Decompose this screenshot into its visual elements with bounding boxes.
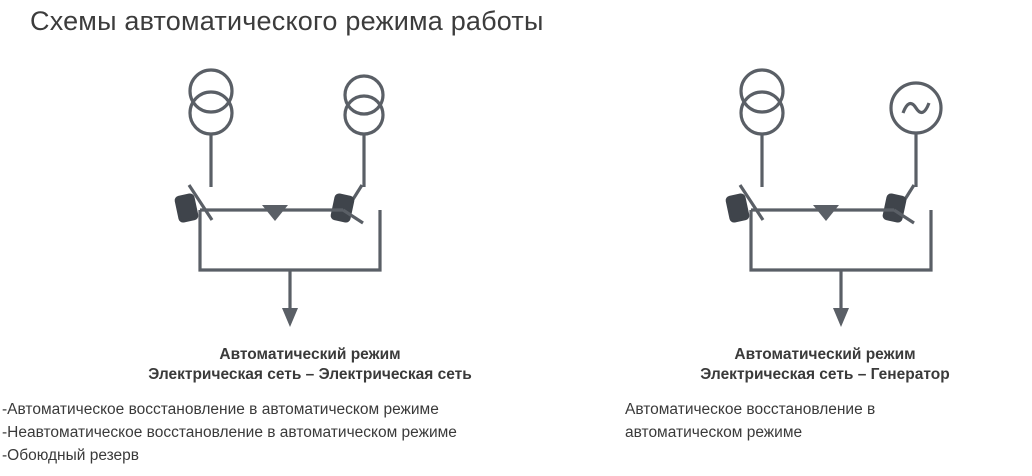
list-item: Автоматическое восстановление в автоматическом режиме <box>625 401 876 441</box>
schemes-svg <box>0 55 1032 345</box>
right-scheme-caption-line2: Электрическая сеть – Генератор <box>700 366 950 383</box>
left-scheme-busbar <box>200 210 380 270</box>
schemes-diagram <box>0 55 1032 345</box>
left-scheme-load-arrow <box>282 270 298 327</box>
left-scheme-caption <box>100 345 520 385</box>
left-scheme-transformer-right-icon <box>345 76 383 187</box>
right-scheme-busbar <box>751 210 931 270</box>
right-scheme-load-arrow <box>833 270 849 327</box>
left-scheme-caption-line2: Электрическая сеть – Электрическая сеть <box>148 366 472 383</box>
right-scheme-caption-line1: Автоматический режим <box>734 346 916 363</box>
list-item: -Обоюдный резерв <box>2 447 140 464</box>
right-scheme-breaker-right-icon <box>884 185 914 222</box>
right-scheme-generator-icon <box>891 83 941 187</box>
left-scheme-breaker-left-icon <box>176 185 212 222</box>
left-scheme-caption-line1: Автоматический режим <box>219 346 401 363</box>
right-scheme-bus-direction-arrow <box>813 205 839 221</box>
left-scheme-breaker-right-icon <box>332 185 362 222</box>
right-scheme-caption <box>625 345 1025 385</box>
left-scheme-transformer-left-icon <box>190 70 232 187</box>
right-scheme-transformer-icon <box>741 70 783 187</box>
list-item: -Неавтоматическое восстановление в автоматическом режиме <box>2 424 457 441</box>
left-scheme-bus-direction-arrow <box>262 205 288 221</box>
list-item: -Автоматическое восстановление в автоматическом режиме <box>2 401 439 418</box>
right-scheme-bullets <box>625 398 1025 444</box>
right-scheme-breaker-left-icon <box>727 185 763 222</box>
left-scheme-bullets <box>2 398 602 467</box>
page-title: Схемы автоматического режима работы <box>30 6 544 36</box>
